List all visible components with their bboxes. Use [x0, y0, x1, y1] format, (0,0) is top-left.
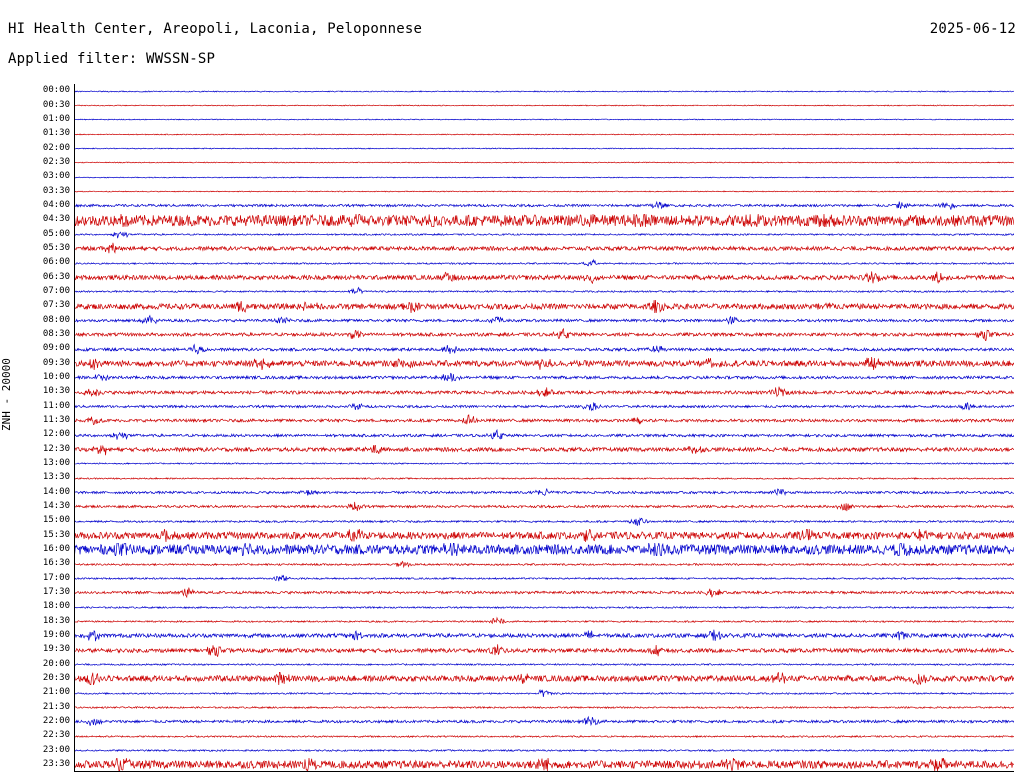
- time-tick-label: 23:30: [42, 758, 70, 769]
- time-tick-label: 07:00: [42, 285, 70, 296]
- time-tick-label: 09:00: [42, 343, 70, 354]
- trace-row: [74, 171, 1014, 185]
- trace-row: [74, 701, 1014, 715]
- trace-row: [74, 85, 1014, 99]
- time-tick-label: 19:00: [42, 629, 70, 640]
- time-tick-label: 02:00: [42, 142, 70, 153]
- time-tick-label: 08:30: [42, 328, 70, 339]
- trace-row: [74, 113, 1014, 127]
- date-label: 2025-06-12: [929, 21, 1016, 37]
- trace-row: [74, 257, 1014, 271]
- trace-row: [74, 214, 1014, 228]
- trace-row: [74, 156, 1014, 170]
- trace-row: [74, 300, 1014, 314]
- time-tick-label: 11:00: [42, 400, 70, 411]
- y-axis-label: ZNH - 20000: [0, 358, 13, 431]
- trace-row: [74, 500, 1014, 514]
- trace-row: [74, 572, 1014, 586]
- time-tick-label: 01:00: [42, 113, 70, 124]
- trace-row: [74, 386, 1014, 400]
- time-tick-label: 12:30: [42, 443, 70, 454]
- trace-row: [74, 672, 1014, 686]
- trace-row: [74, 658, 1014, 672]
- trace-row: [74, 371, 1014, 385]
- trace-row: [74, 486, 1014, 500]
- time-tick-label: 22:00: [42, 715, 70, 726]
- trace-row: [74, 515, 1014, 529]
- time-tick-label: 16:30: [42, 558, 70, 569]
- trace-row: [74, 429, 1014, 443]
- time-tick-label: 18:30: [42, 615, 70, 626]
- time-tick-label: 14:30: [42, 500, 70, 511]
- trace-row: [74, 615, 1014, 629]
- page-title: HI Health Center, Areopoli, Laconia, Peloponnese: [8, 21, 423, 37]
- time-tick-label: 10:00: [42, 371, 70, 382]
- trace-row: [74, 285, 1014, 299]
- time-tick-label: 12:00: [42, 429, 70, 440]
- trace-row: [74, 529, 1014, 543]
- trace-row: [74, 472, 1014, 486]
- trace-row: [74, 558, 1014, 572]
- time-tick-label: 23:00: [42, 744, 70, 755]
- trace-row: [74, 730, 1014, 744]
- trace-row: [74, 443, 1014, 457]
- time-tick-label: 03:00: [42, 171, 70, 182]
- trace-row: [74, 601, 1014, 615]
- trace-row: [74, 242, 1014, 256]
- time-tick-label: 20:00: [42, 658, 70, 669]
- trace-row: [74, 758, 1014, 772]
- time-tick-label: 21:30: [42, 701, 70, 712]
- trace-row: [74, 715, 1014, 729]
- trace-row: [74, 644, 1014, 658]
- trace-row: [74, 457, 1014, 471]
- time-tick-label: 01:30: [42, 128, 70, 139]
- time-tick-label: 08:00: [42, 314, 70, 325]
- time-tick-label: 04:30: [42, 214, 70, 225]
- trace-row: [74, 314, 1014, 328]
- trace-row: [74, 228, 1014, 242]
- time-tick-label: 18:00: [42, 601, 70, 612]
- trace-row: [74, 99, 1014, 113]
- trace-row: [74, 357, 1014, 371]
- trace-row: [74, 271, 1014, 285]
- time-tick-label: 15:00: [42, 515, 70, 526]
- seismogram-plot: [0, 76, 1024, 780]
- time-tick-label: 16:00: [42, 543, 70, 554]
- time-tick-label: 14:00: [42, 486, 70, 497]
- trace-row: [74, 199, 1014, 213]
- trace-row: [74, 744, 1014, 758]
- time-tick-label: 06:00: [42, 257, 70, 268]
- time-tick-label: 03:30: [42, 185, 70, 196]
- trace-row: [74, 343, 1014, 357]
- trace-row: [74, 543, 1014, 557]
- time-tick-label: 05:00: [42, 228, 70, 239]
- time-tick-label: 02:30: [42, 156, 70, 167]
- time-tick-label: 17:30: [42, 586, 70, 597]
- time-tick-label: 13:00: [42, 457, 70, 468]
- time-tick-label: 06:30: [42, 271, 70, 282]
- trace-row: [74, 586, 1014, 600]
- trace-row: [74, 687, 1014, 701]
- time-tick-label: 17:00: [42, 572, 70, 583]
- time-tick-label: 00:00: [42, 85, 70, 96]
- trace-row: [74, 629, 1014, 643]
- trace-row: [74, 142, 1014, 156]
- filter-label: Applied filter: WWSSN-SP: [8, 51, 216, 67]
- trace-row: [74, 185, 1014, 199]
- time-tick-label: 00:30: [42, 99, 70, 110]
- time-tick-label: 19:30: [42, 644, 70, 655]
- time-tick-labels: [20, 84, 70, 772]
- header: [0, 0, 1024, 76]
- time-tick-label: 13:30: [42, 472, 70, 483]
- time-tick-label: 11:30: [42, 414, 70, 425]
- time-tick-label: 15:30: [42, 529, 70, 540]
- trace-container: [74, 84, 1014, 772]
- time-tick-label: 21:00: [42, 687, 70, 698]
- trace-row: [74, 414, 1014, 428]
- time-tick-label: 05:30: [42, 242, 70, 253]
- time-tick-label: 22:30: [42, 730, 70, 741]
- time-tick-label: 07:30: [42, 300, 70, 311]
- trace-row: [74, 328, 1014, 342]
- trace-row: [74, 128, 1014, 142]
- time-tick-label: 10:30: [42, 386, 70, 397]
- time-tick-label: 20:30: [42, 672, 70, 683]
- time-tick-label: 04:00: [42, 199, 70, 210]
- time-tick-label: 09:30: [42, 357, 70, 368]
- trace-row: [74, 400, 1014, 414]
